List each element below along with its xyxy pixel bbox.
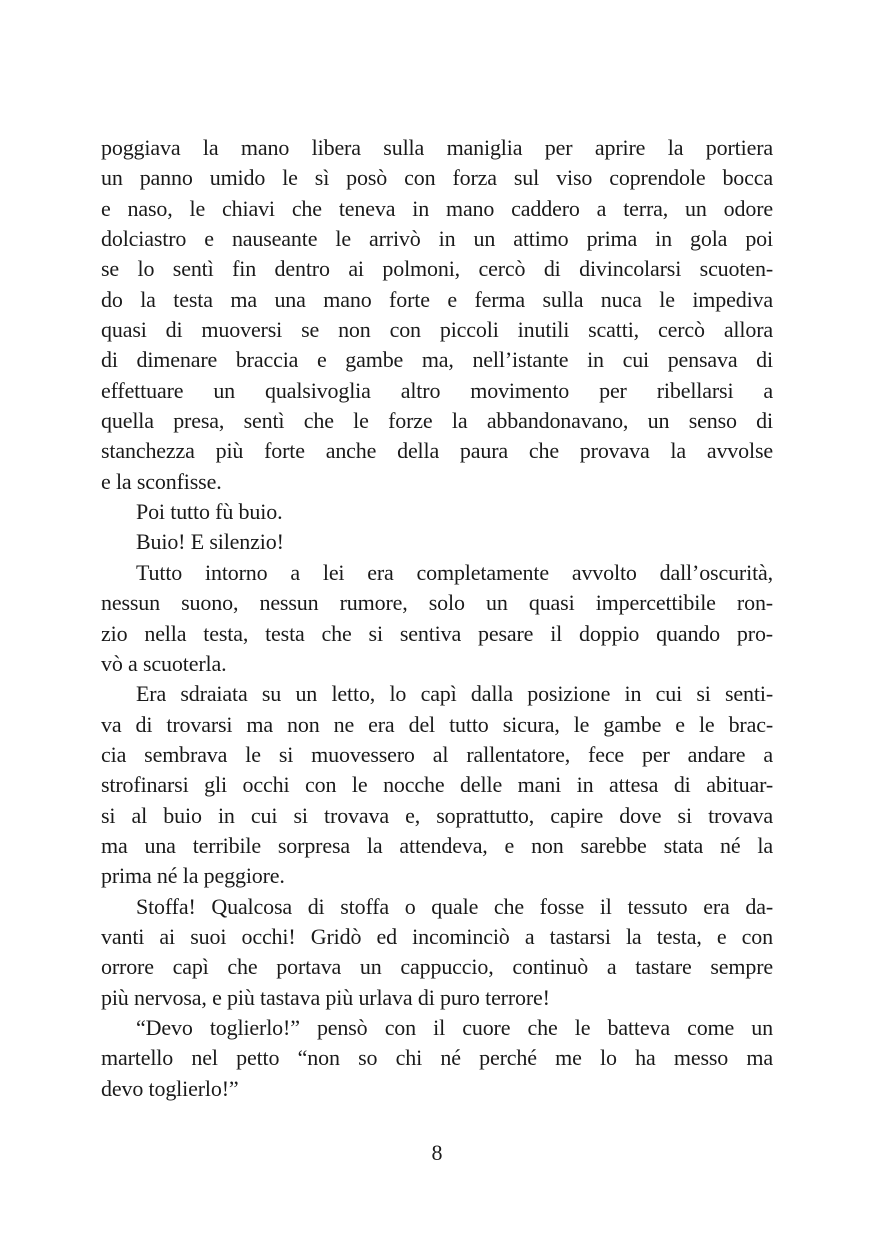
- text-line: do la testa ma una mano forte e ferma sulla nuca le impediva: [101, 286, 773, 312]
- text-line: cia sembrava le si muovessero al rallentatore, fece per andare a: [101, 741, 773, 767]
- text-line: più nervosa, e più tastava più urlava di puro terrore!: [101, 984, 550, 1010]
- text-line: si al buio in cui si trovava e, soprattutto, capire dove si trovava: [101, 802, 773, 828]
- text-line: effettuare un qualsivoglia altro movimento per ribellarsi a: [101, 377, 773, 403]
- text-line: un panno umido le sì posò con forza sul viso coprendole bocca: [101, 165, 773, 191]
- text-line: dolciastro e nauseante le arrivò in un attimo prima in gola poi: [101, 226, 773, 252]
- text-line: poggiava la mano libera sulla maniglia per aprire la portiera: [101, 135, 773, 160]
- text-line: e naso, le chiavi che teneva in mano caddero a terra, un odore: [101, 195, 773, 221]
- text-line: va di trovarsi ma non ne era del tutto sicura, le gambe e le brac-: [101, 711, 773, 737]
- body-text: [101, 133, 773, 1104]
- text-line: devo toglierlo!”: [101, 1075, 239, 1101]
- text-line: Era sdraiata su un letto, lo capì dalla posizione in cui si senti-: [136, 681, 773, 707]
- text-line: “Devo toglierlo!” pensò con il cuore che le batteva come un: [136, 1014, 773, 1040]
- text-line: prima né la peggiore.: [101, 863, 285, 889]
- text-line: vanti ai suoi occhi! Gridò ed incominciò a tastarsi la testa, e con: [101, 923, 773, 949]
- text-line: zio nella testa, testa che si sentiva pesare il doppio quando pro-: [101, 620, 773, 646]
- text-line: quasi di muoversi se non con piccoli inutili scatti, cercò allora: [101, 317, 773, 343]
- text-line: martello nel petto “non so chi né perché me lo ha messo ma: [101, 1045, 773, 1071]
- text-line: Poi tutto fù buio.: [136, 499, 283, 525]
- text-line: Tutto intorno a lei era completamente avvolto dall’oscurità,: [136, 559, 773, 585]
- page-number: 8: [431, 1140, 443, 1165]
- text-line: ma una terribile sorpresa la attendeva, e non sarebbe stata né la: [101, 832, 773, 858]
- text-line: e la sconfisse.: [101, 468, 222, 494]
- text-line: Stoffa! Qualcosa di stoffa o quale che fosse il tessuto era da-: [136, 893, 773, 919]
- text-line: quella presa, sentì che le forze la abbandonavano, un senso di: [101, 408, 773, 434]
- text-line: se lo sentì fin dentro ai polmoni, cercò di divincolarsi scuoten-: [101, 256, 773, 282]
- text-line: strofinarsi gli occhi con le nocche delle mani in attesa di abituar-: [101, 772, 773, 798]
- text-line: stanchezza più forte anche della paura che provava la avvolse: [101, 438, 773, 464]
- text-line: Buio! E silenzio!: [136, 529, 284, 555]
- text-line: vò a scuoterla.: [101, 650, 227, 676]
- text-line: nessun suono, nessun rumore, solo un quasi impercettibile ron-: [101, 590, 773, 616]
- text-line: orrore capì che portava un cappuccio, continuò a tastare sempre: [101, 954, 773, 980]
- text-line: di dimenare braccia e gambe ma, nell’istante in cui pensava di: [101, 347, 773, 373]
